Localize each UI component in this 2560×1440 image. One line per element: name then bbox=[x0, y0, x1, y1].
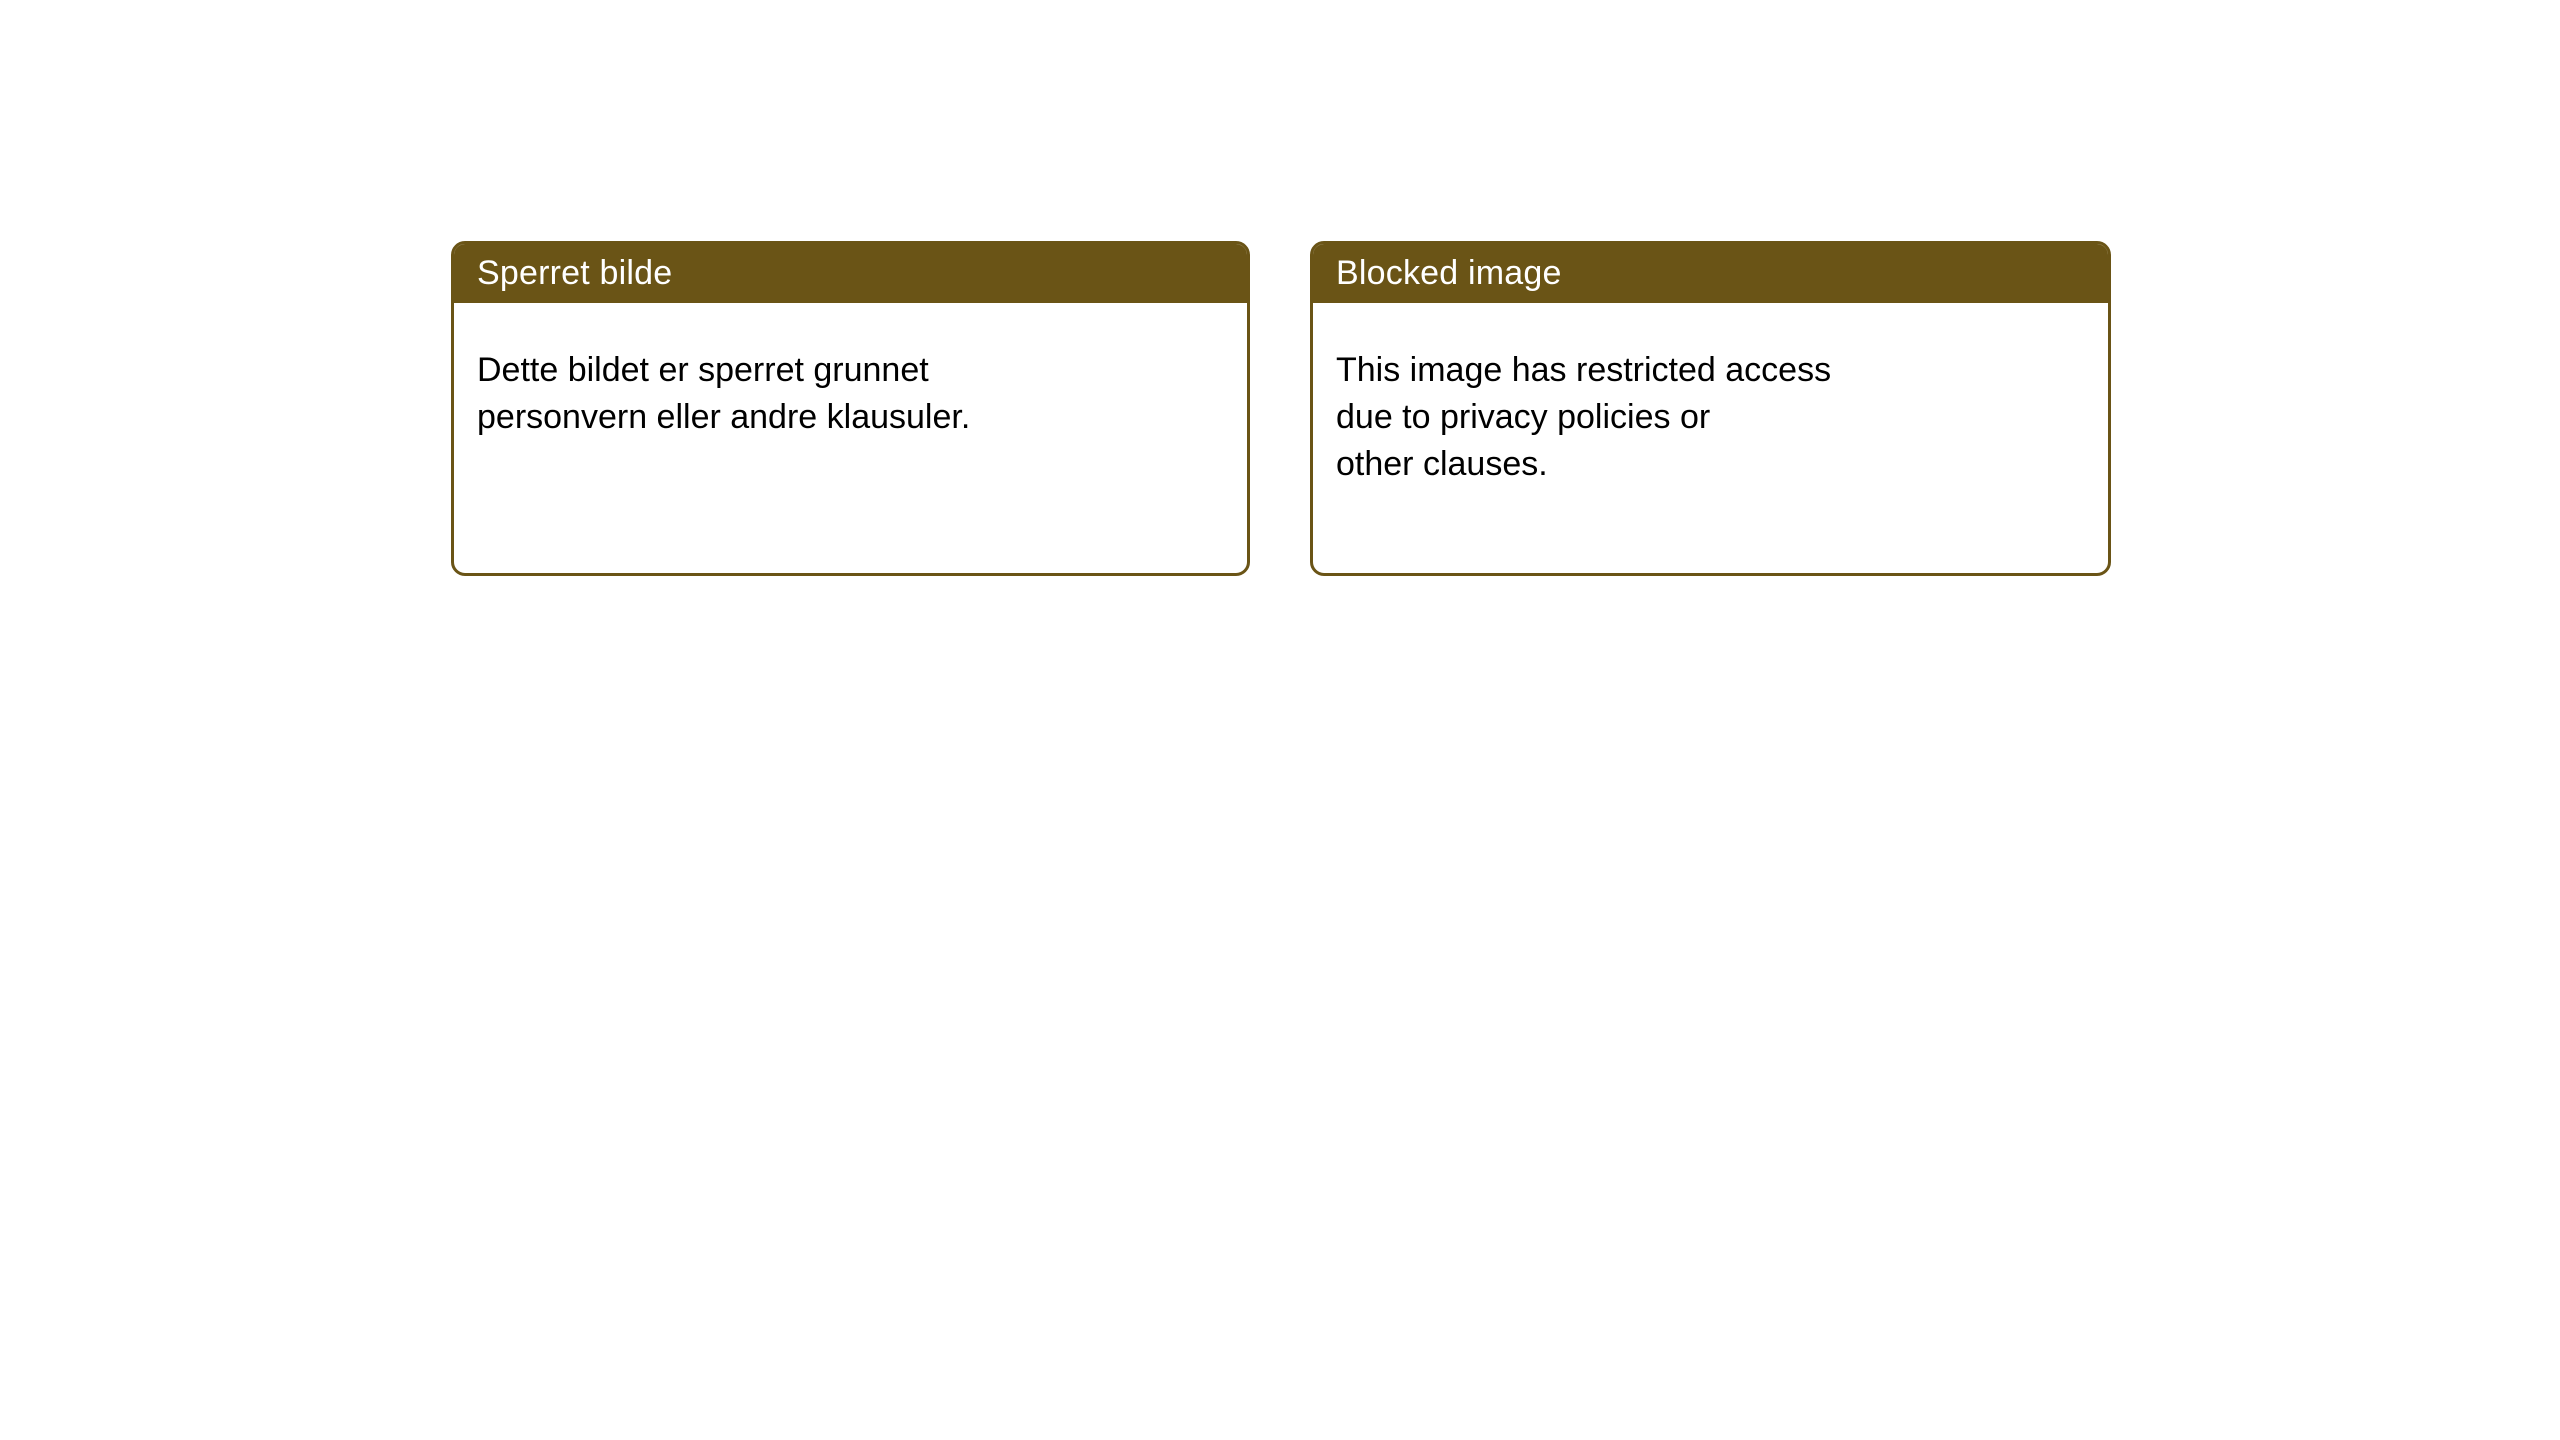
card-header bbox=[454, 244, 1247, 303]
card-body bbox=[1313, 303, 2108, 488]
body-line: due to privacy policies or bbox=[1336, 398, 1711, 436]
card-body bbox=[454, 303, 1247, 441]
body-line: Dette bildet er sperret grunnet bbox=[477, 351, 929, 389]
blocked-image-card-english bbox=[1310, 241, 2111, 576]
card-header bbox=[1313, 244, 2108, 303]
body-line: personvern eller andre klausuler. bbox=[477, 398, 971, 436]
body-line: other clauses. bbox=[1336, 445, 1548, 483]
blocked-image-card-norwegian bbox=[451, 241, 1250, 576]
body-line: This image has restricted access bbox=[1336, 351, 1832, 389]
card-title: Sperret bilde bbox=[477, 254, 673, 292]
card-title: Blocked image bbox=[1336, 254, 1562, 292]
